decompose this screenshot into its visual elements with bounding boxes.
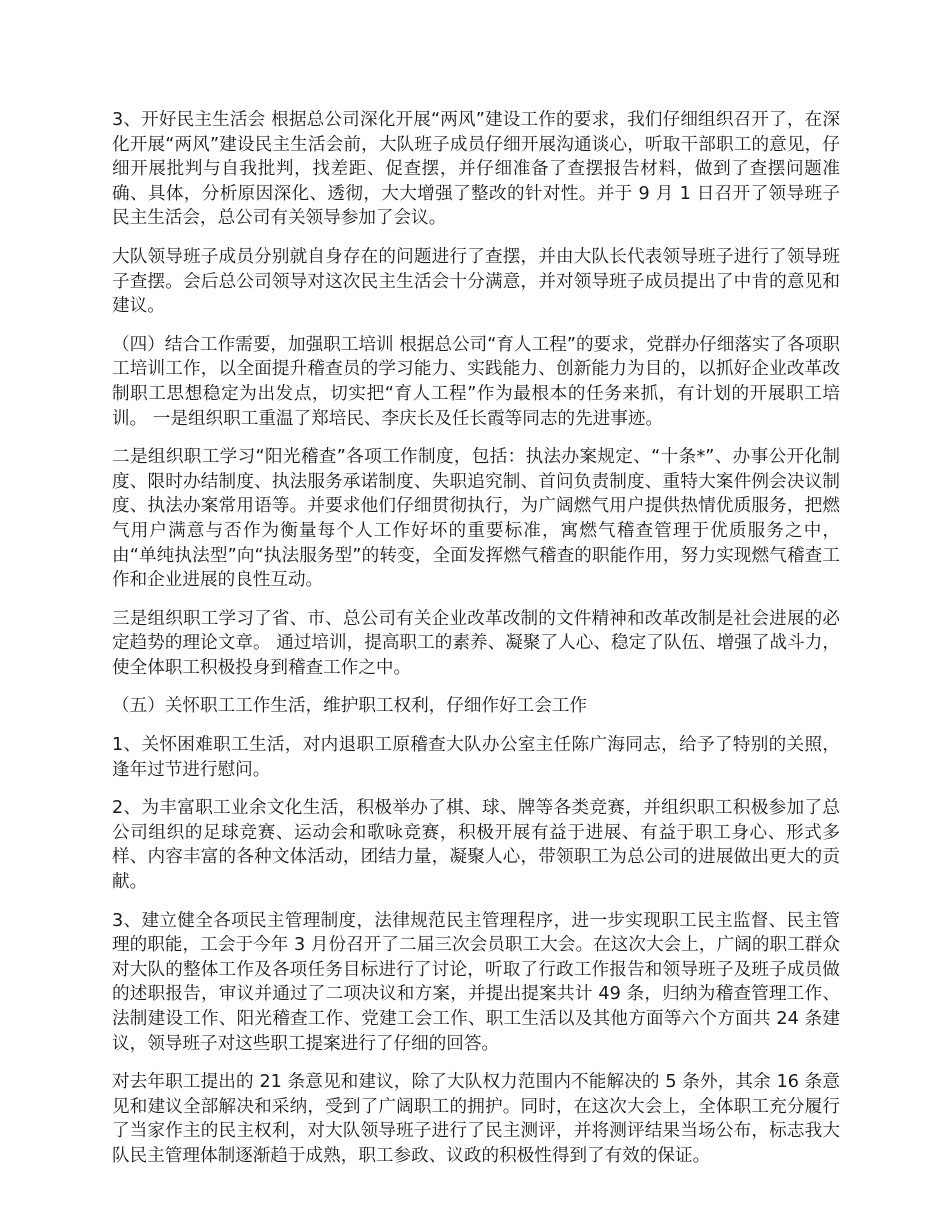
paragraph-democratic-life-meeting: 3、开好民主生活会 根据总公司深化开展“两风”建设工作的要求，我们仔细组织召开了，在深化开展“两风”建设民主生活会前，大队班子成员仔细开展沟通谈心，听取干部职工的意见，仔细开展批判与自我批判，找差距、促查摆，并仔细准备了查摆报告材料，做到了查摆问题准确、具体，分析原因深化、透彻，大大增强了整改的针对性。并于 9 月 1 日召开了领导班子民主生活会，总公司有关领导参加了会议。: [112, 110, 840, 229]
paragraph-section-four-training: （四）结合工作需要，加强职工培训 根据总公司“育人工程”的要求，党群办仔细落实了各项职工培训工作，以全面提升稽查员的学习能力、实践能力、创新能力为目的，以抓好企业改革改制职工思想稳定为出发点，切实把“育人工程”作为最根本的任务来抓，有计划的开展职工培训。 一是组织职工重温了郑培民、李庆长及任长霞等同志的先进事迹。: [112, 334, 840, 429]
paragraph-sunshine-inspection: 二是组织职工学习“阳光稽查”各项工作制度，包括：执法办案规定、“十条*”、办事公开化制度、限时办结制度、执法服务承诺制度、失职追究制、首问负责制度、重特大案件例会决议制度、执法办案常用语等。并要求他们仔细贯彻执行，为广阔燃气用户提供热情优质服务，把燃气用户满意与否作为衡量每个人工作好坏的重要标准，寓燃气稽查管理于优质服务之中，由“单纯执法型”向“执法服务型”的转变，全面发挥燃气稽查的职能作用，努力实现燃气稽查工作和企业进展的良性互动。: [112, 447, 840, 591]
paragraph-reform-study: 三是组织职工学习了省、市、总公司有关企业改革改制的文件精神和改革改制是社会进展的必定趋势的理论文章。 通过培训，提高职工的素养、凝聚了人心、稳定了队伍、增强了战斗力，使全体职工积极投身到稽查工作之中。: [112, 608, 840, 678]
paragraph-care-item-2: 2、为丰富职工业余文化生活，积极举办了棋、球、牌等各类竞赛，并组织职工积极参加了总公司组织的足球竞赛、运动会和歌咏竞赛，积极开展有益于进展、有益于职工身心、形式多样、内容丰富的各种文体活动，团结力量，凝聚人心，带领职工为总公司的进展做出更大的贡献。: [112, 798, 840, 893]
paragraph-care-item-1: 1、关怀困难职工生活，对内退职工原稽查大队办公室主任陈广海同志，给予了特别的关照，逢年过节进行慰问。: [112, 735, 840, 780]
section-heading-five: （五）关怀职工工作生活，维护职工权利，仔细作好工会工作: [112, 696, 588, 717]
paragraph-care-item-3: 3、建立健全各项民主管理制度，法律规范民主管理程序，进一步实现职工民主监督、民主管理的职能，工会于今年 3 月份召开了二届三次会员职工大会。在这次大会上，广阔的职工群众对大队的整体工作及各项任务目标进行了讨论，听取了行政工作报告和领导班子及班子成员做的述职报告，审议并通过了二项决议和方案，并提出提案共计 49 条，归纳为稽查管理工作、法制建设工作、阳光稽查工作、党建工会工作、职工生活以及其他方面等六个方面共 24 条建议，领导班子对这些职工提案进行了仔细的回答。: [112, 910, 840, 1054]
document-body: [112, 108, 840, 1183]
paragraph-suggestions-result: 对去年职工提出的 21 条意见和建议，除了大队权力范围内不能解决的 5 条外，其余 16 条意见和建议全部解决和采纳，受到了广阔职工的拥护。同时，在这次大会上，全体职工充分履行了当家作主的民主权利，对大队领导班子进行了民主测评，并将测评结果当场公布，标志我大队民主管理体制逐渐趋于成熟，职工参政、议政的积极性得到了有效的保证。: [112, 1072, 840, 1166]
paragraph-leadership-review: 大队领导班子成员分别就自身存在的问题进行了查摆，并由大队长代表领导班子进行了领导班子查摆。会后总公司领导对这次民主生活会十分满意，并对领导班子成员提出了中肯的意见和建议。: [112, 246, 840, 317]
